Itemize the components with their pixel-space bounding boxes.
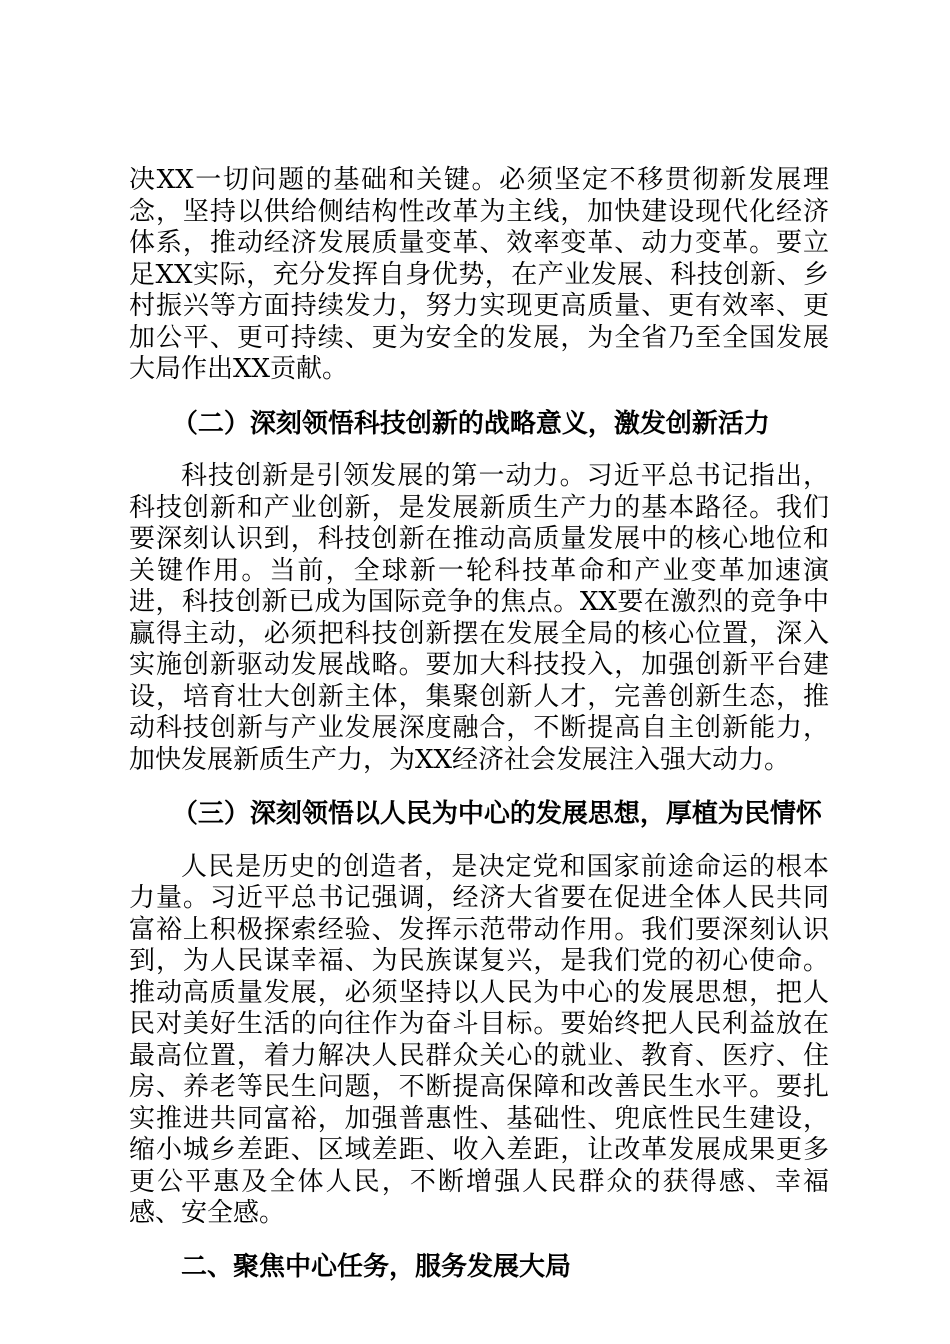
paragraph-science-innovation: 科技创新是引领发展的第一动力。习近平总书记指出，科技创新和产业创新，是发展新质生产力的基本路径。我们要深刻认识到，科技创新在推动高质量发展中的核心地位和关键作用。当前，全球新一轮科技革命和产业变革加速演进，科技创新已成为国际竞争的焦点。XX要在激烈的竞争中赢得主动，必须把科技创新摆在发展全局的核心位置，深入实施创新驱动发展战略。要加大科技投入，加强创新平台建设，培育壮大创新主体，集聚创新人才，完善创新生态，推动科技创新与产业发展深度融合，不断提高自主创新能力，加快发展新质生产力，为XX经济社会发展注入强大动力。 <box>129 461 829 775</box>
subheading-science-innovation: （二）深刻领悟科技创新的战略意义，激发创新活力 <box>171 408 770 439</box>
subheading-people-centered: （三）深刻领悟以人民为中心的发展思想，厚植为民情怀 <box>171 799 822 829</box>
paragraph-continued: 决XX一切问题的基础和关键。必须坚定不移贯彻新发展理念，坚持以供给侧结构性改革为主线，加快建设现代化经济体系，推动经济发展质量变革、效率变革、动力变革。要立足XX实际，充分发挥自身优势，在产业发展、科技创新、乡村振兴等方面持续发力，努力实现更高质量、更有效率、更加公平、更可持续、更为安全的发展，为全省乃至全国发展大局作出XX贡献。 <box>129 165 829 384</box>
section-heading-two: 二、聚焦中心任务，服务发展大局 <box>181 1251 572 1282</box>
document-body <box>129 165 829 1304</box>
paragraph-people-centered: 人民是历史的创造者，是决定党和国家前途命运的根本力量。习近平总书记强调，经济大省要在促进全体人民共同富裕上积极探索经验、发挥示范带动作用。我们要深刻认识到，为人民谋幸福、为民族谋复兴，是我们党的初心使命。推动高质量发展，必须坚持以人民为中心的发展思想，把人民对美好生活的向往作为奋斗目标。要始终把人民利益放在最高位置，着力解决人民群众关心的就业、教育、医疗、住房、养老等民生问题，不断提高保障和改善民生水平。要扎实推进共同富裕，加强普惠性、基础性、兜底性民生建设，缩小城乡差距、区域差距、收入差距，让改革发展成果更多更公平惠及全体人民，不断增强人民群众的获得感、幸福感、安全感。 <box>129 851 829 1228</box>
